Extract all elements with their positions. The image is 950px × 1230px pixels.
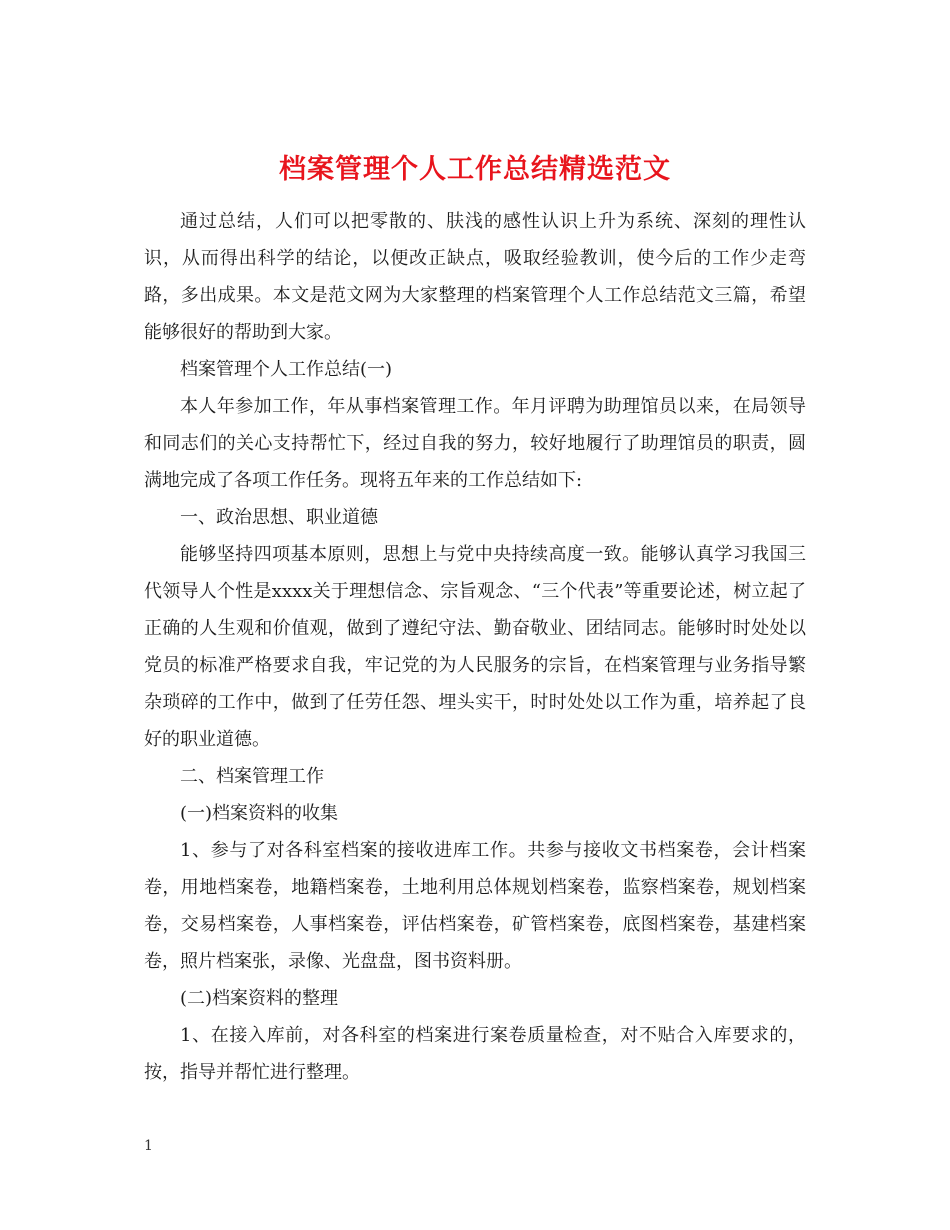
subsection-heading: (二)档案资料的整理 <box>180 988 339 1009</box>
body-paragraph: 本人年参加工作，年从事档案管理工作。年月评聘为助理馆员以来，在局领导和同志们的关心支持帮忙下，经过自我的努力，较好地履行了助理馆员的职责，圆满地完成了各项工作任务。现将五年来的工作总结如下: <box>144 396 806 491</box>
section-heading: 二、档案管理工作 <box>180 766 324 787</box>
document-title: 档案管理个人工作总结精选范文 <box>279 154 671 186</box>
body-paragraph: 能够坚持四项基本原则，思想上与党中央持续高度一致。能够认真学习我国三代领导人个性是xxxx关于理想信念、宗旨观念、“三个代表”等重要论述，树立起了正确的人生观和价值观，做到了遵纪守法、勤奋敬业、团结同志。能够时时处处以党员的标准严格要求自我，牢记党的为人民服务的宗旨，在档案管理与业务指导繁杂琐碎的工作中，做到了任劳任怨、埋头实干，时时处处以工作为重，培养起了良好的职业道德。 <box>144 544 806 750</box>
body-paragraph: 1、参与了对各科室档案的接收进库工作。共参与接收文书档案卷，会计档案卷，用地档案卷，地籍档案卷，土地利用总体规划档案卷，监察档案卷，规划档案卷，交易档案卷，人事档案卷，评估档案卷，矿管档案卷，底图档案卷，基建档案卷，照片档案张，录像、光盘盘，图书资料册。 <box>144 840 806 972</box>
subsection-heading: (一)档案资料的收集 <box>180 803 339 824</box>
intro-paragraph: 通过总结，人们可以把零散的、肤浅的感性认识上升为系统、深刻的理性认识，从而得出科学的结论，以便改正缺点，吸取经验教训，使今后的工作少走弯路，多出成果。本文是范文网为大家整理的档案管理个人工作总结范文三篇，希望能够很好的帮助到大家。 <box>144 211 806 343</box>
body-paragraph: 1、在接入库前，对各科室的档案进行案卷质量检查，对不贴合入库要求的，按，指导并帮忙进行整理。 <box>144 1025 806 1083</box>
section-heading: 一、政治思想、职业道德 <box>180 507 378 528</box>
section-heading: 档案管理个人工作总结(一) <box>180 359 393 380</box>
document-body <box>144 203 806 1091</box>
page-number: 1 <box>144 1138 153 1154</box>
